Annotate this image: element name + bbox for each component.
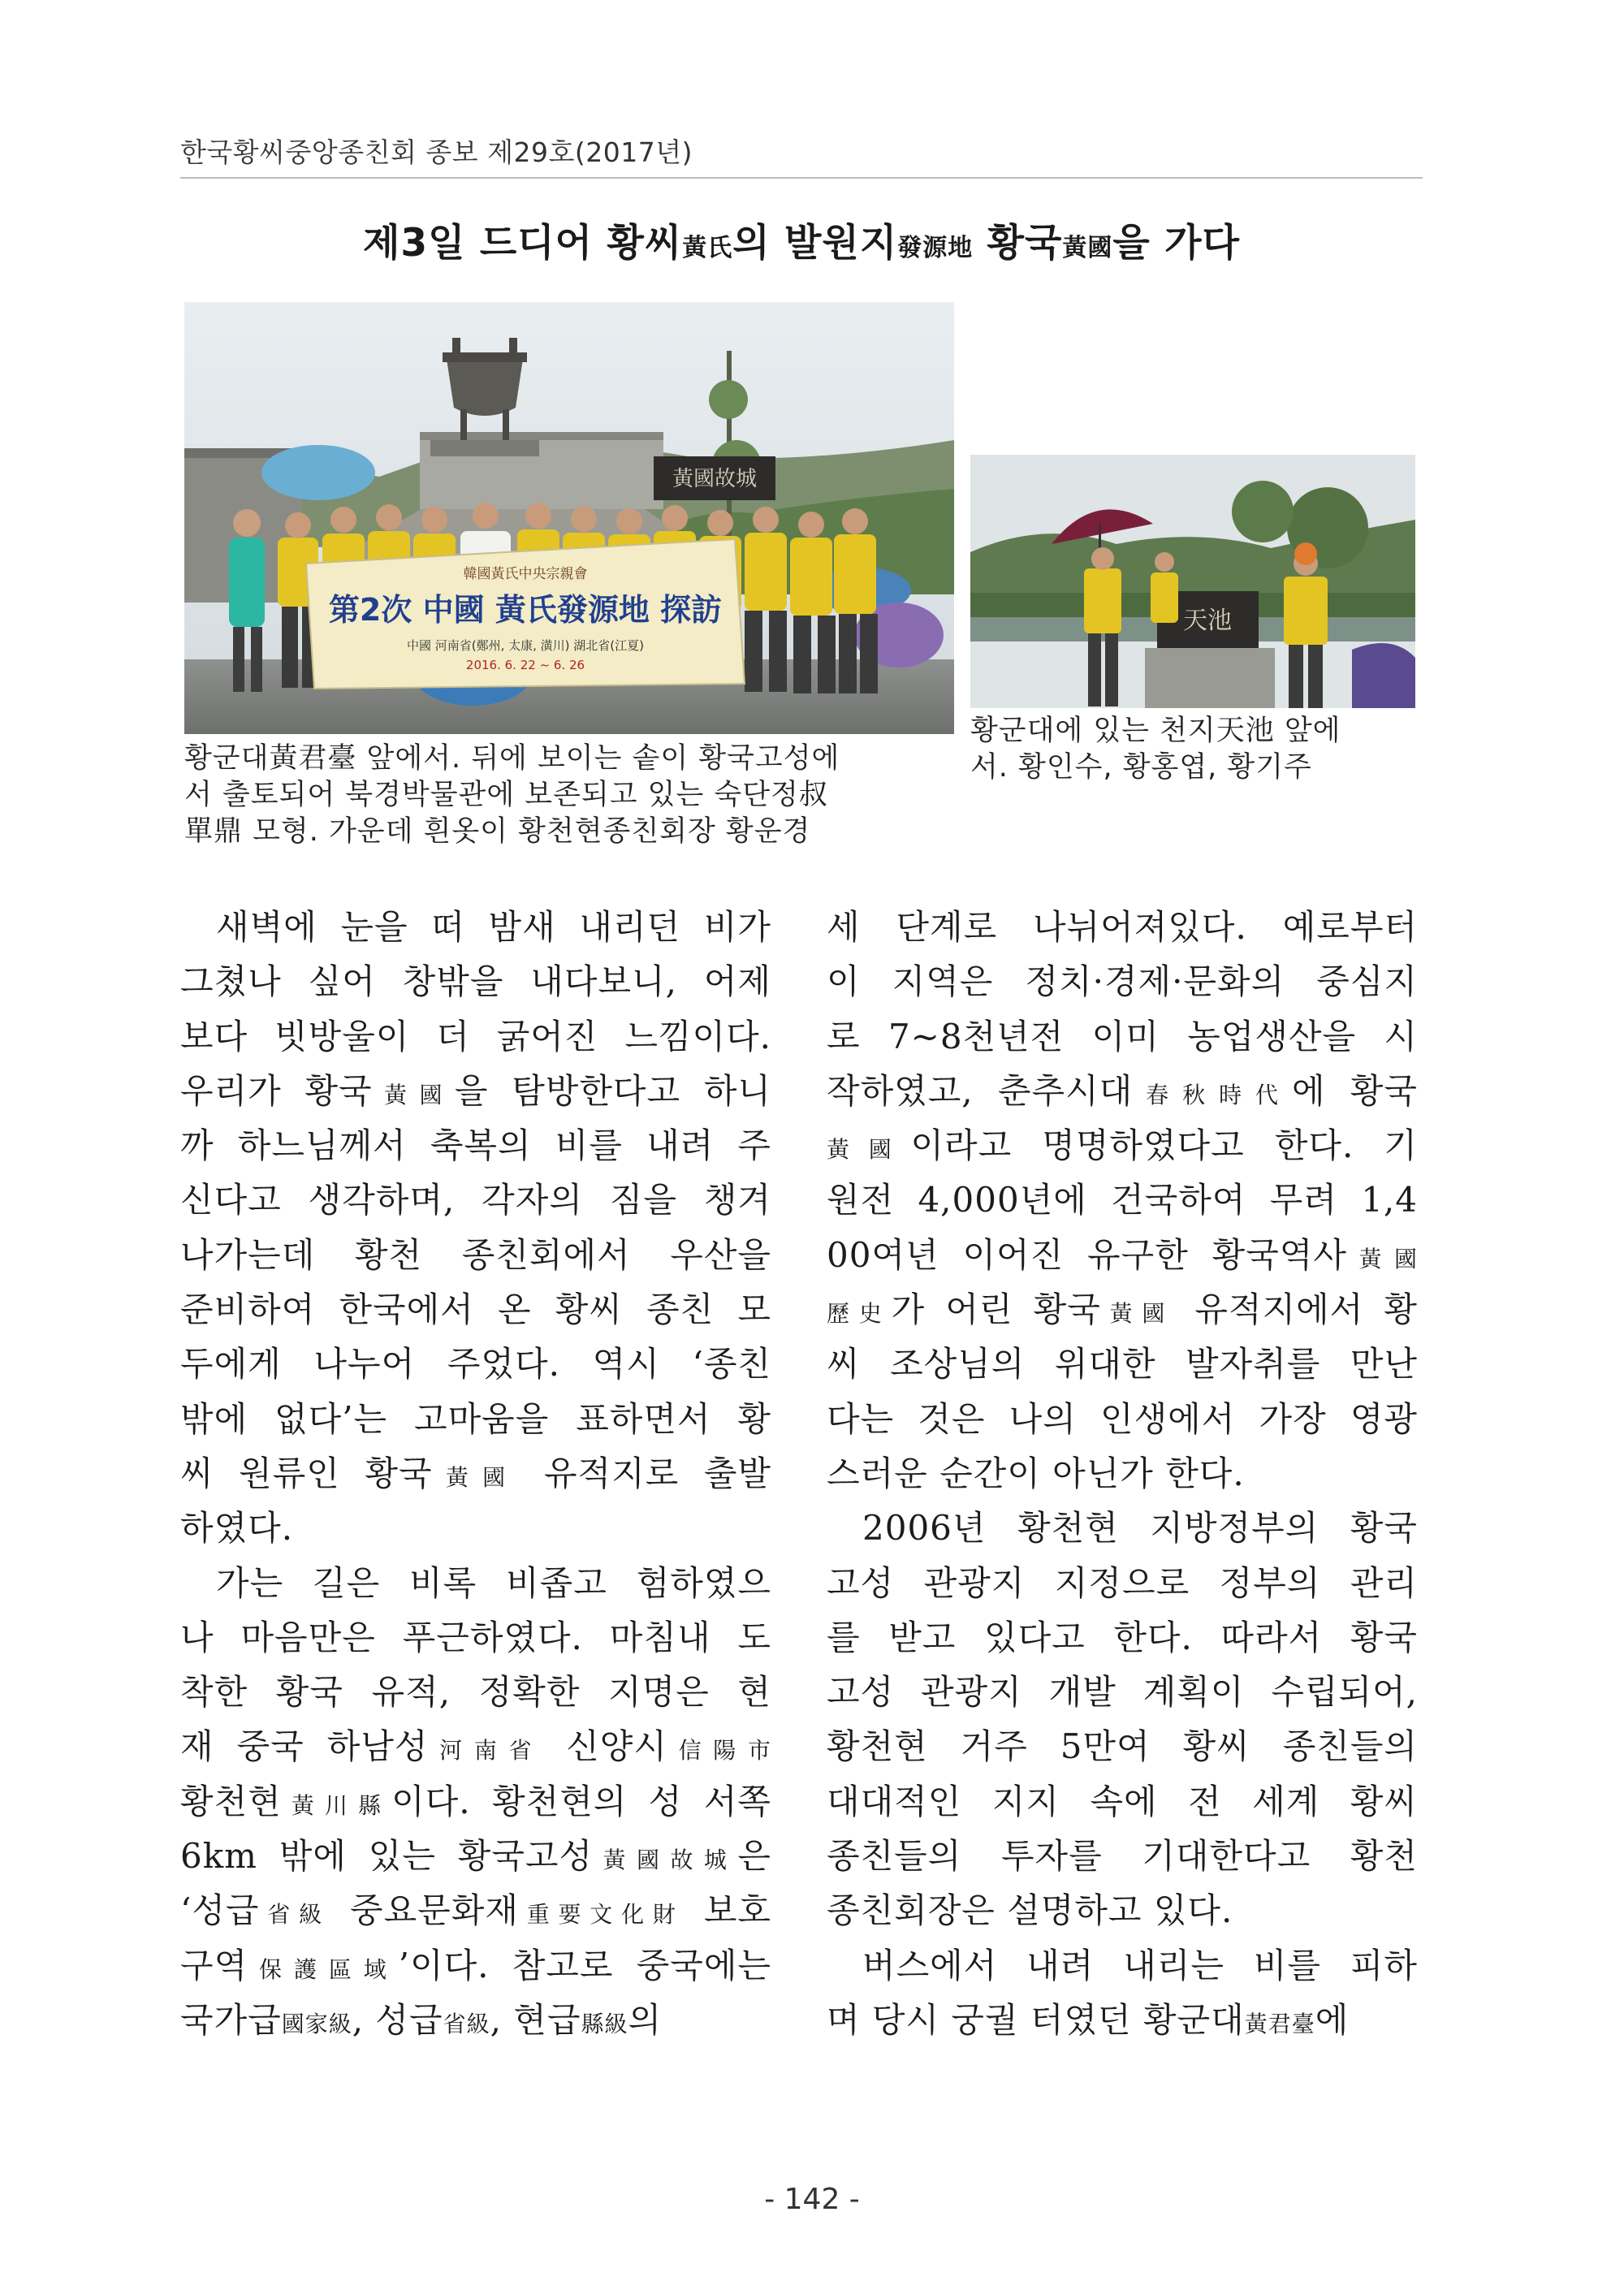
body-line: 착한 황국 유적, 정확한 지명은 현: [180, 1672, 771, 1713]
body-line: 두에게 나누어 주었다. 역시 ‘종친: [180, 1344, 771, 1385]
gate-sign: 黃國故城: [672, 467, 758, 491]
body-line: 새벽에 눈을 떠 밤새 내리던 비가: [216, 907, 771, 947]
caption-right: 황군대에 있는 천지天池 앞에 서. 황인수, 황홍엽, 황기주: [970, 715, 1341, 784]
body-column-right: [827, 900, 1418, 2047]
page-number: - 142 -: [764, 2183, 860, 2216]
body-line: 황천현 거주 5만여 황씨 종친들의: [827, 1726, 1418, 1767]
banner-small-text: 韓國黃氏中央宗親會: [463, 566, 588, 582]
body-line: 씨 원류인 황국黃國 유적지로 출발: [180, 1453, 771, 1493]
header-divider: [180, 177, 1423, 179]
body-line: 00여년 이어진 유구한 황국역사黃國: [827, 1234, 1418, 1275]
body-line: 이 지역은 정치·경제·문화의 중심지: [827, 961, 1418, 1002]
banner-date-text: 2016. 6. 22 ~ 6. 26: [465, 658, 585, 672]
group-photo: [184, 302, 954, 734]
body-line: 스러운 순간이 아닌가 한다.: [827, 1453, 1245, 1493]
body-line: 종친들의 투자를 기대한다고 황천: [827, 1836, 1418, 1877]
body-line: 재 중국 하남성河南省 신양시信陽市: [180, 1726, 771, 1767]
body-line: 나가는데 황천 종친회에서 우산을: [180, 1234, 771, 1275]
body-line: 세 단계로 나뉘어져있다. 예로부터: [827, 907, 1418, 947]
banner-main-text: 第2次 中國 黃氏發源地 探訪: [328, 592, 723, 628]
body-line: 준비하여 한국에서 온 황씨 종친 모: [180, 1290, 771, 1330]
article-title: 제3일 드디어 황씨黃氏의 발원지發源地 황국黃國을 가다: [363, 221, 1240, 266]
body-line: 를 받고 있다고 한다. 따라서 황국: [827, 1617, 1418, 1657]
body-line: 나 마음만은 푸근하였다. 마침내 도: [180, 1617, 771, 1657]
stone-sign: 天池: [1183, 607, 1232, 635]
body-line: 종친회장은 설명하고 있다.: [827, 1890, 1233, 1931]
body-line: 구역保護區域’이다. 참고로 중국에는: [180, 1945, 771, 1985]
body-line: 로 7~8천년전 이미 농업생산을 시: [827, 1016, 1418, 1056]
body-line: 그쳤나 싶어 창밖을 내다보니, 어제: [180, 961, 771, 1002]
body-line: 다는 것은 나의 인생에서 가장 영광: [827, 1398, 1418, 1439]
body-line: 하였다.: [180, 1508, 294, 1549]
body-line: 대대적인 지지 속에 전 세계 황씨: [827, 1781, 1418, 1821]
body-line: 고성 관광지 개발 계획이 수립되어,: [827, 1672, 1418, 1713]
cheonji-photo: [970, 455, 1415, 708]
body-line: 고성 관광지 지정으로 정부의 관리: [827, 1562, 1418, 1603]
body-line: 씨 조상님의 위대한 발자취를 만난: [827, 1344, 1418, 1385]
body-line: 까 하느님께서 축복의 비를 내려 주: [180, 1125, 771, 1166]
body-line: 원전 4,000년에 건국하여 무려 1,4: [827, 1180, 1418, 1220]
body-line: 버스에서 내려 내리는 비를 피하: [862, 1945, 1418, 1985]
body-line: 국가급國家級, 성급省級, 현급縣級의: [180, 1999, 663, 2040]
body-line: 黃國이라고 명명하였다고 한다. 기: [827, 1125, 1418, 1166]
body-line: 작하였고, 춘추시대春秋時代에 황국: [827, 1070, 1418, 1111]
body-line: 6km 밖에 있는 황국고성黃國故城은: [180, 1836, 771, 1877]
body-line: 2006년 황천현 지방정부의 황국: [862, 1508, 1418, 1549]
body-line: 가는 길은 비록 비좁고 험하였으: [216, 1562, 771, 1603]
body-line: 보다 빗방울이 더 굵어진 느낌이다.: [180, 1016, 771, 1056]
body-line: 밖에 없다’는 고마움을 표하면서 황: [180, 1398, 771, 1439]
body-line: ‘성급省級 중요문화재重要文化財 보호: [180, 1890, 771, 1931]
body-column-left: [180, 900, 771, 2047]
body-line: 歷史가 어린 황국黃國 유적지에서 황: [827, 1290, 1418, 1330]
newsletter-header: 한국황씨중앙종친회 종보 제29호(2017년): [180, 136, 693, 168]
body-line: 며 당시 궁궐 터였던 황군대黃君臺에: [827, 1999, 1350, 2040]
body-line: 황천현黃川縣이다. 황천현의 성 서쪽: [180, 1781, 771, 1821]
body-line: 신다고 생각하며, 각자의 짐을 챙겨: [180, 1180, 771, 1220]
body-line: 우리가 황국黃國을 탐방한다고 하니: [180, 1070, 771, 1111]
caption-left: 황군대黃君臺 앞에서. 뒤에 보이는 솥이 황국고성에 서 출토되어 북경박물관에 보존되고 있는 숙단정叔 單鼎 모형. 가운데 흰옷이 황천현종친회장 황운경: [184, 742, 840, 848]
banner-sub-text: 中國 河南省(鄭州, 太康, 潢川) 湖北省(江夏): [406, 638, 645, 653]
